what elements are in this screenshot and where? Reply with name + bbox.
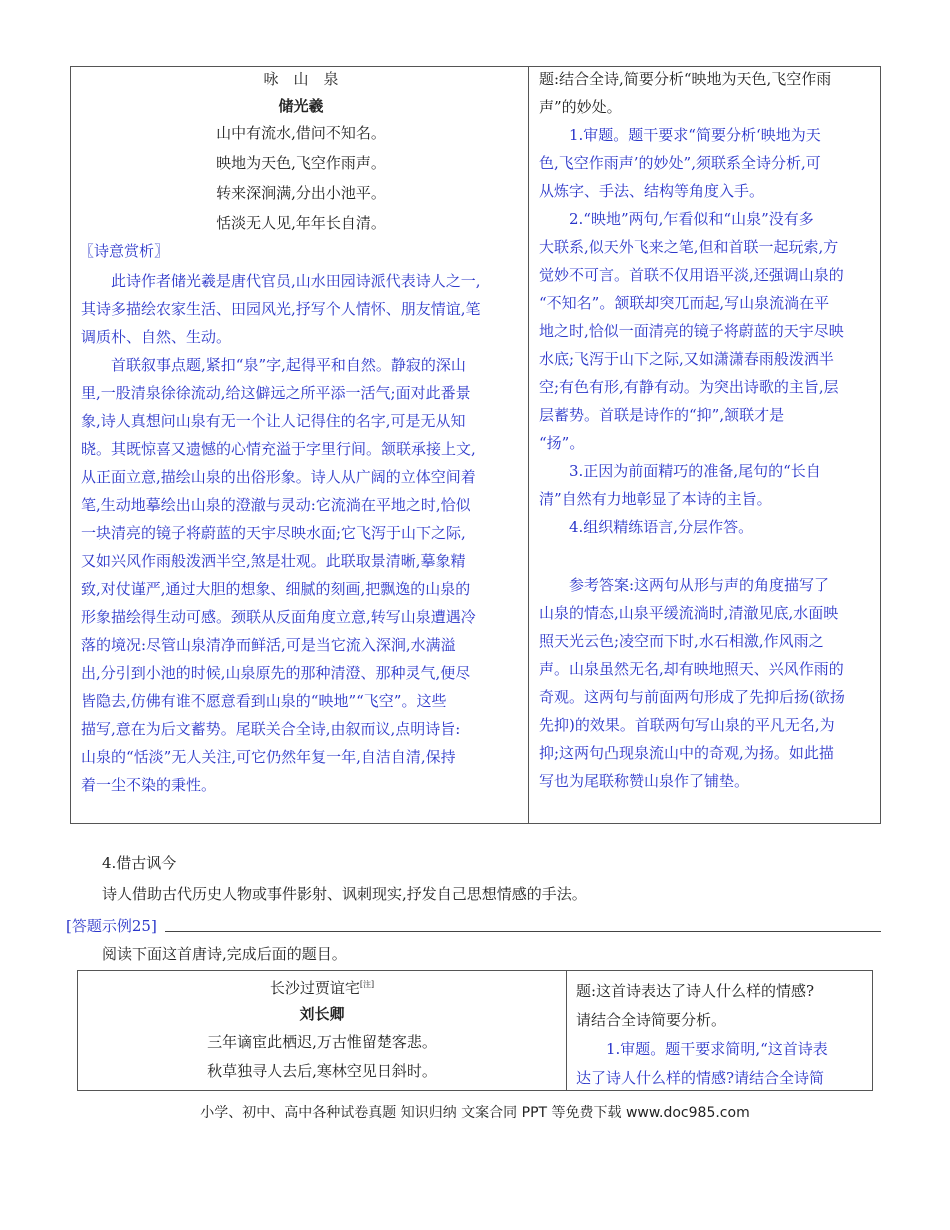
guide-line: 层蓄势。首联是诗作的“抑”,颔联才是 — [539, 406, 785, 424]
guide-line: 2.“映地”两句,乍看似和“山泉”没有多 — [539, 210, 814, 228]
analysis-line: 落的境况:尽管山泉清净而鲜活,可是当它流入深涧,水满溢 — [81, 636, 456, 654]
question2-guide-line: 达了诗人什么样的情感?请结合全诗简 — [576, 1069, 825, 1087]
analysis-line: 又如兴风作雨般泼洒半空,煞是壮观。此联取景清晰,摹象精 — [81, 552, 466, 570]
answer-line: 参考答案:这两句从形与声的角度描写了 — [539, 576, 830, 594]
guide-line: 地之时,恰似一面清亮的镜子将蔚蓝的天宇尽映 — [539, 322, 844, 340]
poem2-author: 刘长卿 — [299, 1005, 345, 1023]
poem-line: 恬淡无人见,年年长自清。 — [216, 214, 386, 232]
question-line: 题:结合全诗,简要分析“映地为天色,飞空作雨 — [539, 70, 832, 88]
answer-line: 声。山泉虽然无名,却有映地照天、兴风作雨的 — [539, 660, 844, 678]
analysis-line: 一块清亮的镜子将蔚蓝的天宇尽映水面;它飞泻于山下之际, — [81, 524, 466, 542]
analysis-line: 出,分引到小池的时候,山泉原先的那种清澄、那种灵气,便尽 — [81, 664, 471, 682]
poem-analysis-table-1 — [70, 66, 881, 824]
question-line: 声”的妙处。 — [539, 98, 622, 116]
guide-line: “扬”。 — [539, 434, 585, 452]
poem2-line: 秋草独寻人去后,寒林空见日斜时。 — [207, 1062, 437, 1080]
guide-line: 大联系,似天外飞来之笔,但和首联一起玩索,方 — [539, 238, 839, 256]
question2-line: 题:这首诗表达了诗人什么样的情感? — [576, 982, 815, 1000]
answer-line: 奇观。这两句与前面两句形成了先抑后扬(欲扬 — [539, 688, 845, 706]
guide-line: 水底;飞泻于山下之际,又如潇潇春雨般泼洒半 — [539, 350, 834, 368]
poem-title: 咏 山 泉 — [263, 70, 339, 88]
analysis-line: 里,一股清泉徐徐流动,给这僻远之所平添一活气;面对此番景 — [81, 384, 471, 402]
poem-analysis-table-2 — [77, 970, 873, 1091]
poem-line: 转来深涧满,分出小池平。 — [216, 184, 386, 202]
question2-guide-line: 1.审题。题干要求简明,“这首诗表 — [576, 1040, 828, 1058]
answer-line: 先抑)的效果。首联两句写山泉的平凡无名,为 — [539, 716, 835, 734]
analysis-line: 从正面立意,描绘山泉的出俗形象。诗人从广阔的立体空间着 — [81, 468, 476, 486]
analysis-line: 首联叙事点题,紧扣“泉”字,起得平和自然。静寂的深山 — [81, 356, 466, 374]
analysis-line: 笔,生动地摹绘出山泉的澄澈与灵动:它流淌在平地之时,恰似 — [81, 496, 471, 514]
analysis-line: 形象描绘得生动可感。颈联从反面角度立意,转写山泉遭遇冷 — [81, 608, 476, 626]
analysis-line: 描写,意在为后文蓄势。尾联关合全诗,由叙而议,点明诗旨: — [81, 720, 461, 738]
answer-line: 写也为尾联称赞山泉作了铺垫。 — [539, 772, 750, 790]
section-definition: 诗人借助古代历史人物或事件影射、讽刺现实,抒发自己思想情感的手法。 — [102, 885, 587, 903]
page-footer: 小学、初中、高中各种试卷真题 知识归纳 文案合同 PPT 等免费下载 www.doc985.com — [200, 1105, 750, 1121]
guide-line: “不知名”。颔联却突兀而起,写山泉流淌在平 — [539, 294, 830, 312]
example-rule — [165, 931, 881, 932]
analysis-line: 山泉的“恬淡”无人关注,可它仍然年复一年,自洁自清,保持 — [81, 748, 456, 766]
answer-line: 山泉的情态,山泉平缓流淌时,清澈见底,水面映 — [539, 604, 839, 622]
answer-line: 抑;这两句凸现泉流山中的奇观,为扬。如此描 — [539, 744, 834, 762]
analysis-label: 〖诗意赏析〗 — [79, 242, 170, 260]
analysis-line: 其诗多描绘农家生活、田园风光,抒写个人情怀、朋友情谊,笔 — [81, 300, 481, 318]
reading-instruction: 阅读下面这首唐诗,完成后面的题目。 — [102, 945, 347, 963]
guide-line: 4.组织精练语言,分层作答。 — [539, 518, 754, 536]
column-divider — [566, 971, 567, 1090]
analysis-line: 晓。其既惊喜又遗憾的心情充溢于字里行间。颔联承接上文, — [81, 440, 476, 458]
answer-line: 照天光云色;凌空而下时,水石相激,作风雨之 — [539, 632, 824, 650]
analysis-line: 此诗作者储光羲是唐代官员,山水田园诗派代表诗人之一, — [81, 272, 481, 290]
guide-line: 觉妙不可言。首联不仅用语平淡,还强调山泉的 — [539, 266, 844, 284]
guide-line: 3.正因为前面精巧的准备,尾句的“长自 — [539, 462, 821, 480]
question2-line: 请结合全诗简要分析。 — [576, 1011, 727, 1029]
poem2-title-wrap — [78, 975, 566, 998]
guide-line: 色,飞空作雨声’的妙处”,须联系全诗分析,可 — [539, 154, 821, 172]
example-label: [答题示例25] — [66, 917, 157, 935]
column-divider — [528, 67, 529, 823]
analysis-line: 调质朴、自然、生动。 — [81, 328, 232, 346]
guide-line: 1.审题。题干要求“简要分析‘映地为天 — [539, 126, 821, 144]
poem2-line: 三年谪宦此栖迟,万古惟留楚客悲。 — [207, 1033, 437, 1051]
analysis-line: 致,对仗谨严,通过大胆的想象、细腻的刻画,把飘逸的山泉的 — [81, 580, 471, 598]
poem-line: 映地为天色,飞空作雨声。 — [216, 154, 386, 172]
guide-line: 清”自然有力地彰显了本诗的主旨。 — [539, 490, 772, 508]
poem-line: 山中有流水,借问不知名。 — [216, 124, 386, 142]
section-heading: 4.借古讽今 — [102, 854, 177, 872]
poem2-title-note: [注] — [359, 980, 375, 989]
guide-line: 从炼字、手法、结构等角度入手。 — [539, 182, 765, 200]
analysis-line: 象,诗人真想问山泉有无一个让人记得住的名字,可是无从知 — [81, 412, 466, 430]
analysis-line: 皆隐去,仿佛有谁不愿意看到山泉的“映地”“飞空”。这些 — [81, 692, 447, 710]
analysis-line: 着一尘不染的秉性。 — [81, 776, 217, 794]
guide-line: 空;有色有形,有静有动。为突出诗歌的主旨,层 — [539, 378, 839, 396]
poem2-title: 长沙过贾谊宅 — [269, 979, 360, 997]
poem-author: 储光羲 — [278, 97, 324, 115]
